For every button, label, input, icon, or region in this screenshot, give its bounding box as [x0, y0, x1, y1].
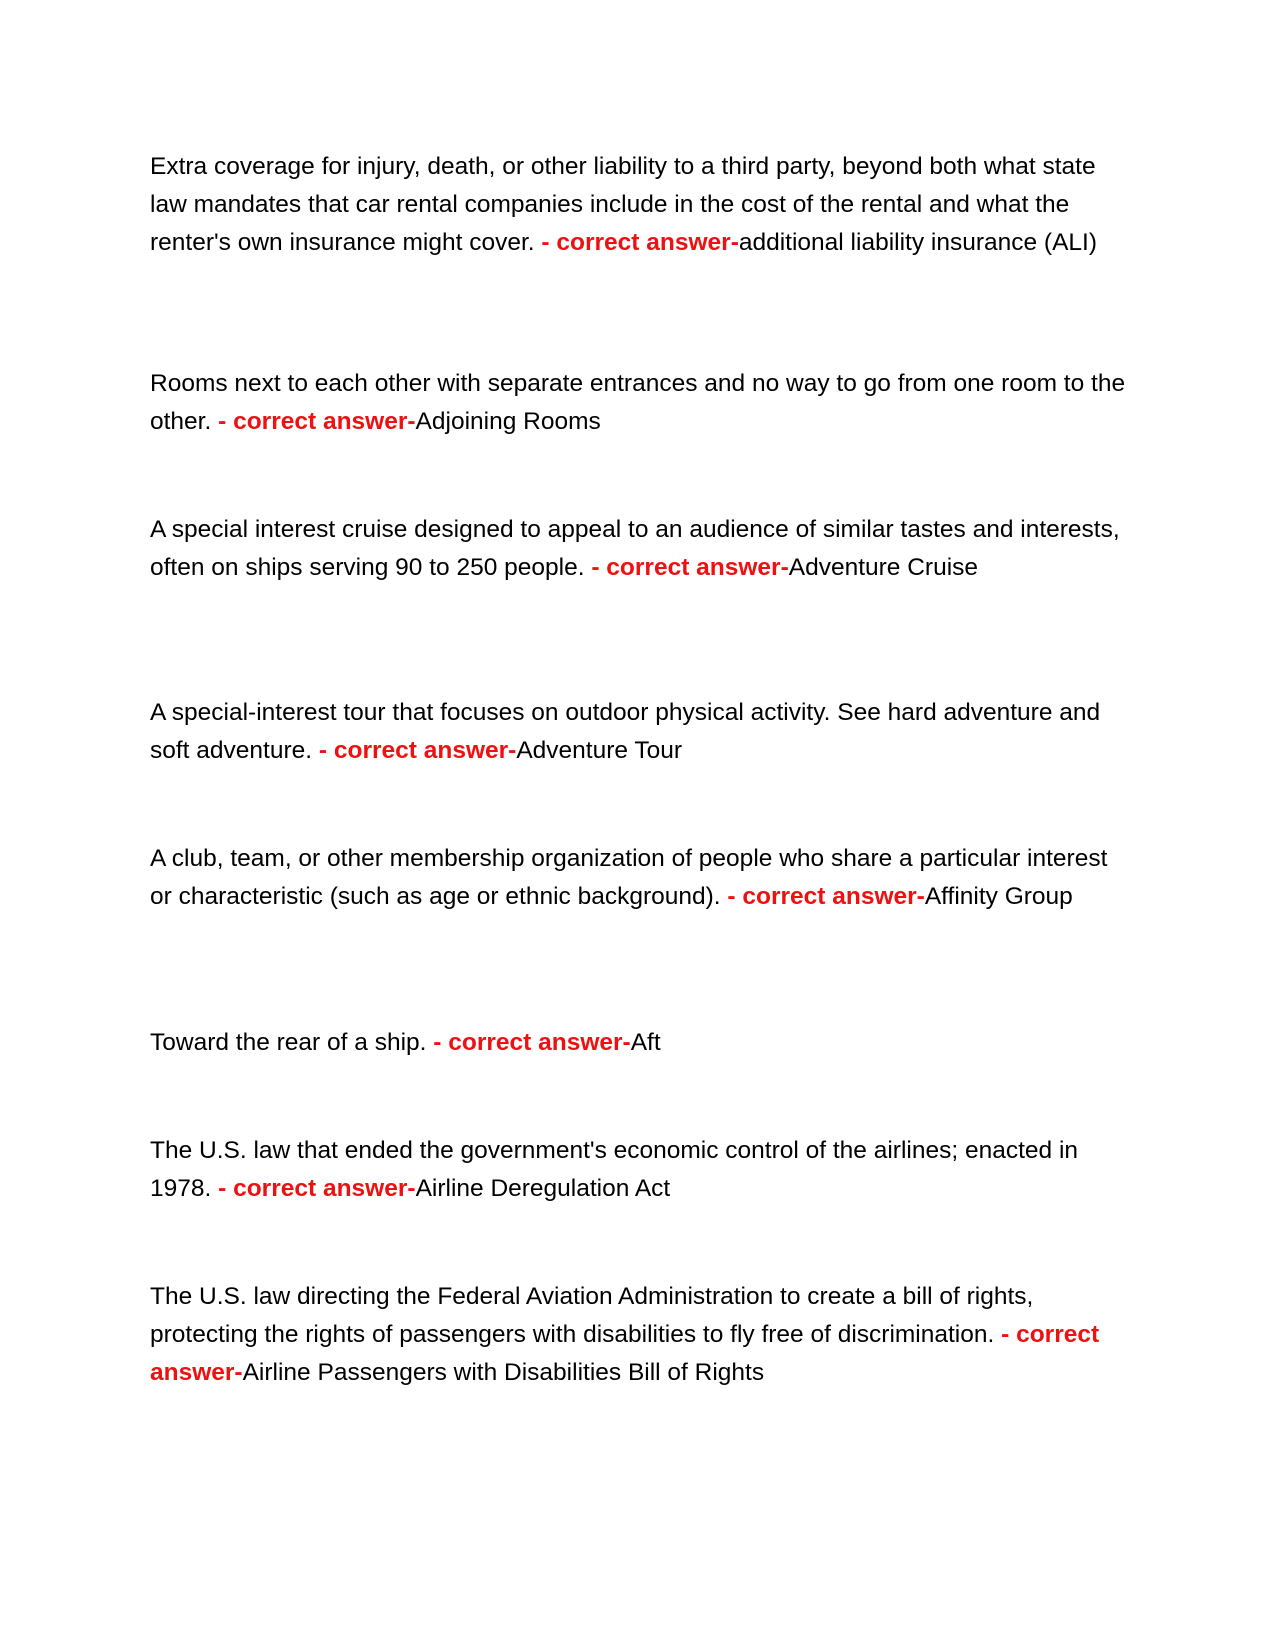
answer-marker: - correct answer- [591, 554, 789, 581]
answer-marker: - correct answer- [218, 1175, 416, 1202]
flashcard-entry [150, 1024, 1130, 1062]
answer-text: Aft [630, 1029, 661, 1056]
answer-text: Adventure Cruise [788, 554, 979, 581]
flashcard-entry [150, 840, 1130, 916]
answer-text: Affinity Group [924, 883, 1073, 910]
flashcard-entry [150, 1132, 1130, 1208]
answer-text: additional liability insurance (ALI) [738, 229, 1098, 256]
answer-marker: - correct answer- [541, 229, 739, 256]
answer-text: Airline Deregulation Act [415, 1175, 671, 1202]
question-text: Extra coverage for injury, death, or other liability to a third party, beyond both what state law mandates that car rental companies include in the cost of the rental and what the renter's own insurance might cover. [150, 153, 1096, 256]
question-text: The U.S. law that ended the government's economic control of the airlines; enacted in 1978. [150, 1137, 1079, 1202]
question-text: Toward the rear of a ship. [150, 1029, 434, 1056]
flashcard-entry [150, 1278, 1130, 1392]
question-text: Rooms next to each other with separate entrances and no way to go from one room to the other. [150, 370, 1126, 435]
flashcard-entry [150, 365, 1130, 441]
flashcard-entry [150, 148, 1130, 262]
question-text: A club, team, or other membership organization of people who share a particular interest or characteristic (such as age or ethnic background). [150, 845, 1108, 910]
answer-marker: - correct answer- [150, 1321, 1100, 1386]
answer-text: Adventure Tour [516, 737, 683, 764]
answer-marker: - correct answer- [727, 883, 925, 910]
question-text: A special interest cruise designed to appeal to an audience of similar tastes and interests, often on ships serving 90 to 250 people. [150, 516, 1120, 581]
answer-marker: - correct answer- [218, 408, 416, 435]
answer-text: Airline Passengers with Disabilities Bill of Rights [242, 1359, 765, 1386]
question-text: The U.S. law directing the Federal Aviation Administration to create a bill of rights, protecting the rights of passengers with disabilities to fly free of discrimination. [150, 1283, 1034, 1348]
answer-text: Adjoining Rooms [415, 408, 601, 435]
answer-marker: - correct answer- [433, 1029, 631, 1056]
answer-marker: - correct answer- [318, 737, 517, 764]
flashcard-entry [150, 694, 1130, 770]
question-text: A special-interest tour that focuses on outdoor physical activity. See hard adventure and soft adventure. [150, 699, 1101, 764]
flashcard-entry [150, 511, 1130, 587]
